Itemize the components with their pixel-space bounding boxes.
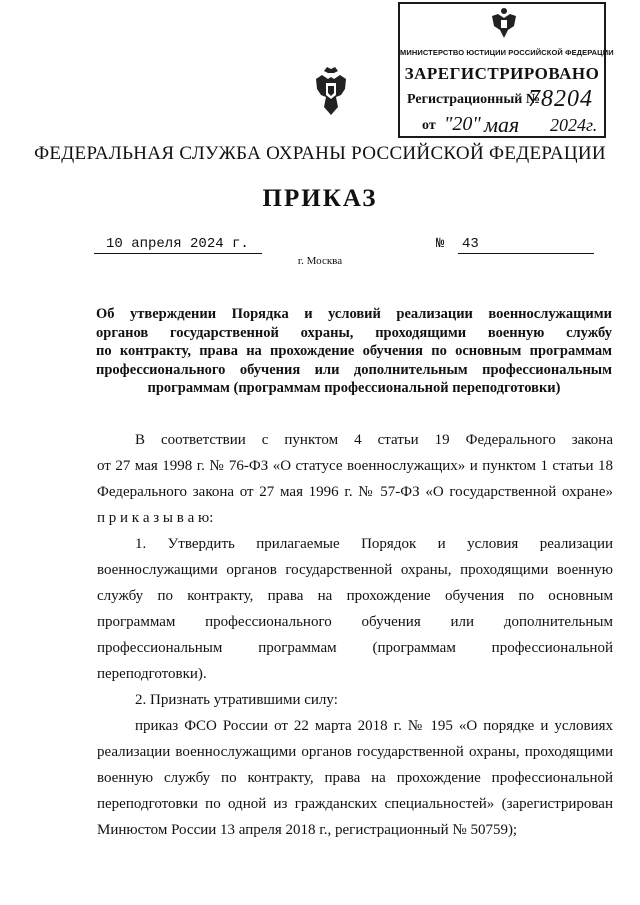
preamble-line: от 27 мая 1998 г. № 76-ФЗ «О статусе военнослужащих» и пунктом 1 статьи 18 xyxy=(97,458,613,474)
item2-line: переподготовки по одной из гражданских специальностей» (зарегистрирован xyxy=(97,796,613,812)
stamp-emblem-icon xyxy=(486,6,522,42)
coat-of-arms-icon xyxy=(312,65,350,117)
item2-line: приказ ФСО России от 22 марта 2018 г. № 195 «О порядке и условиях xyxy=(135,718,613,734)
item1-line: 1. Утвердить прилагаемые Порядок и условия реализации xyxy=(135,536,613,552)
preamble-line: В соответствии с пунктом 4 статьи 19 Федерального закона xyxy=(135,432,613,448)
document-title-line: органов государственной охраны, проходящими военную службу xyxy=(96,324,612,341)
item2-heading: 2. Признать утратившими силу: xyxy=(135,692,338,708)
item1-line: программам профессионального обучения или дополнительным xyxy=(97,614,613,630)
document-title-line: профессионального обучения или дополнительным профессиональным xyxy=(96,361,612,378)
item2-line: реализации военнослужащими органов государственной охраны, проходящими xyxy=(97,744,613,760)
command-word: п р и к а з ы в а ю: xyxy=(97,510,214,526)
agency-name: ФЕДЕРАЛЬНАЯ СЛУЖБА ОХРАНЫ РОССИЙСКОЙ ФЕДЕРАЦИИ xyxy=(34,143,606,164)
document-title-line: по контракту, права на прохождение обучения по основным программам xyxy=(96,343,612,359)
item2-line: военную службу по контракту, права на прохождение профессиональной xyxy=(97,770,613,786)
stamp-date-day: "20" xyxy=(444,113,481,135)
registration-stamp xyxy=(398,2,614,138)
document-title-line: Об утверждении Порядка и условий реализации военнослужащими xyxy=(96,306,612,322)
document-type: ПРИКАЗ xyxy=(262,185,378,212)
item2-line: Минюстом России 13 апреля 2018 г., регистрационный № 50759); xyxy=(97,822,518,838)
stamp-status: ЗАРЕГИСТРИРОВАНО xyxy=(404,64,600,83)
stamp-date-year: 2024г. xyxy=(550,115,598,135)
order-number: 43 xyxy=(462,236,479,252)
item1-line: службу по контракту, права на прохождение обучения по основным xyxy=(97,588,613,604)
stamp-reg-number-value: 78204 xyxy=(528,86,593,112)
order-date-underline xyxy=(94,253,262,254)
order-city: г. Москва xyxy=(297,255,343,267)
order-number-underline xyxy=(458,253,594,254)
item1-line: военнослужащими органов государственной охраны, проходящими военную xyxy=(97,562,613,578)
document-title-line: программам (программам профессиональной переподготовки) xyxy=(147,380,561,396)
stamp-date-prefix: от xyxy=(422,118,436,133)
preamble-line: Федерального закона от 27 мая 1996 г. № 57-ФЗ «О государственной охране» xyxy=(97,484,613,500)
stamp-reg-number-label: Регистрационный № xyxy=(407,92,540,107)
item1-line: профессиональным программам (программам профессиональной xyxy=(97,640,613,656)
stamp-ministry-name: МИНИСТЕРСТВО ЮСТИЦИИ РОССИЙСКОЙ ФЕДЕРАЦИИ xyxy=(400,48,614,57)
order-number-label: № xyxy=(436,236,445,252)
item1-line: переподготовки). xyxy=(97,666,207,682)
stamp-date-month: мая xyxy=(484,112,520,137)
order-date: 10 апреля 2024 г. xyxy=(106,236,249,252)
